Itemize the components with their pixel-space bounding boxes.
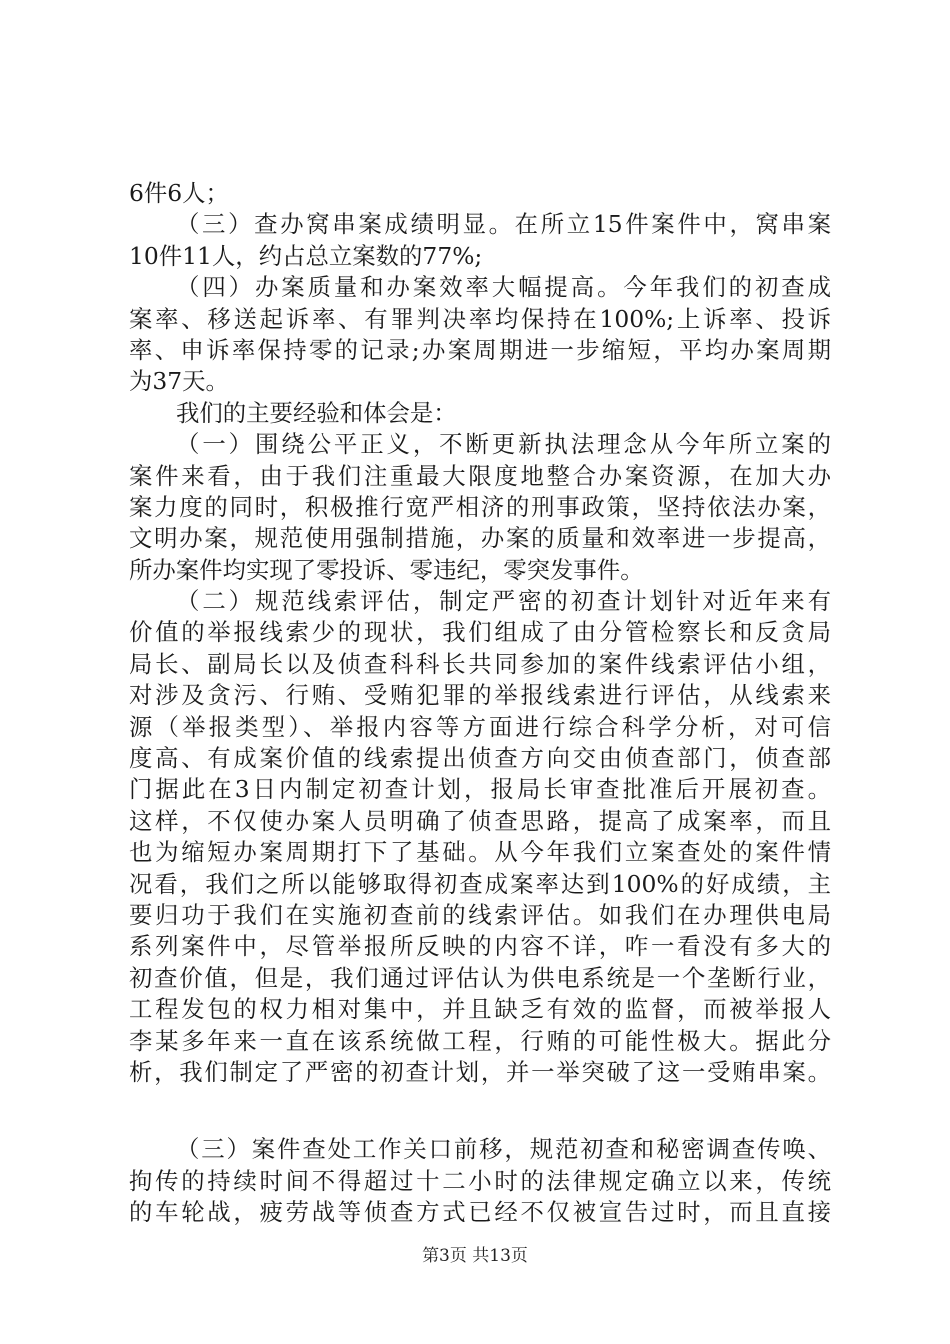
page-number-footer: 第3页 共13页 (422, 1246, 528, 1266)
text-line: 拘传的持续时间不得超过十二小时的法律规定确立以来，传统 (129, 1166, 831, 1195)
text-line: 度高、有成案价值的线索提出侦查方向交由侦查部门，侦查部 (129, 744, 831, 773)
text-line: 文明办案，规范使用强制措施，办案的质量和效率进一步提高， (129, 524, 831, 553)
text-line: 也为缩短办案周期打下了基础。从今年我们立案查处的案件情 (129, 838, 831, 867)
text-line: 的车轮战，疲劳战等侦查方式已经不仅被宣告过时，而且直接 (129, 1198, 831, 1227)
text-line: （三）查办窝串案成绩明显。在所立15件案件中，窝串案 (176, 210, 831, 239)
text-line: 门据此在3日内制定初查计划，报局长审查批准后开展初查。 (129, 775, 831, 804)
text-line: 所办案件均实现了零投诉、零违纪，零突发事件。 (129, 555, 644, 584)
document-body (129, 178, 831, 1229)
text-line: 局长、副局长以及侦查科科长共同参加的案件线索评估小组， (129, 649, 831, 678)
text-line: 对涉及贪污、行贿、受贿犯罪的举报线索进行评估，从线索来 (129, 681, 831, 710)
text-line: （三）案件查处工作关口前移，规范初查和秘密调查传唤、 (176, 1135, 831, 1164)
text-line: 案率、移送起诉率、有罪判决率均保持在100%;上诉率、投诉 (129, 304, 831, 333)
text-line: 析，我们制定了严密的初查计划，并一举突破了这一受贿串案。 (129, 1057, 831, 1086)
text-line: 这样，不仅使办案人员明确了侦查思路，提高了成案率，而且 (129, 806, 831, 835)
text-line: 初查价值，但是，我们通过评估认为供电系统是一个垄断行业， (129, 963, 831, 992)
text-line: 案力度的同时，积极推行宽严相济的刑事政策，坚持依法办案， (129, 492, 831, 521)
text-line: 10件11人，约占总立案数的77%; (129, 241, 483, 270)
text-line: 价值的举报线索少的现状，我们组成了由分管检察长和反贪局 (129, 618, 831, 647)
text-line: 为37天。 (129, 367, 229, 396)
text-line: 要归功于我们在实施初查前的线索评估。如我们在办理供电局 (129, 900, 831, 929)
text-line: 案件来看，由于我们注重最大限度地整合办案资源，在加大办 (129, 461, 831, 490)
text-line: 系列案件中，尽管举报所反映的内容不详，咋一看没有多大的 (129, 932, 831, 961)
text-line: 率、申诉率保持零的记录;办案周期进一步缩短，平均办案周期 (129, 335, 831, 364)
text-line: 源（举报类型）、举报内容等方面进行综合科学分析，对可信 (129, 712, 831, 741)
paragraph-gap (129, 1088, 831, 1134)
text-line: 况看，我们之所以能够取得初查成案率达到100%的好成绩，主 (129, 869, 831, 898)
text-line: （一）围绕公平正义，不断更新执法理念从今年所立案的 (176, 430, 831, 459)
text-line: （二）规范线索评估，制定严密的初查计划针对近年来有 (176, 587, 831, 616)
text-line: 6件6人； (129, 179, 229, 207)
text-line: 李某多年来一直在该系统做工程，行贿的可能性极大。据此分 (129, 1026, 831, 1055)
text-line: （四）办案质量和办案效率大幅提高。今年我们的初查成 (176, 273, 831, 302)
text-line: 工程发包的权力相对集中，并且缺乏有效的监督，而被举报人 (129, 995, 831, 1024)
text-line: 我们的主要经验和体会是： (176, 398, 457, 427)
